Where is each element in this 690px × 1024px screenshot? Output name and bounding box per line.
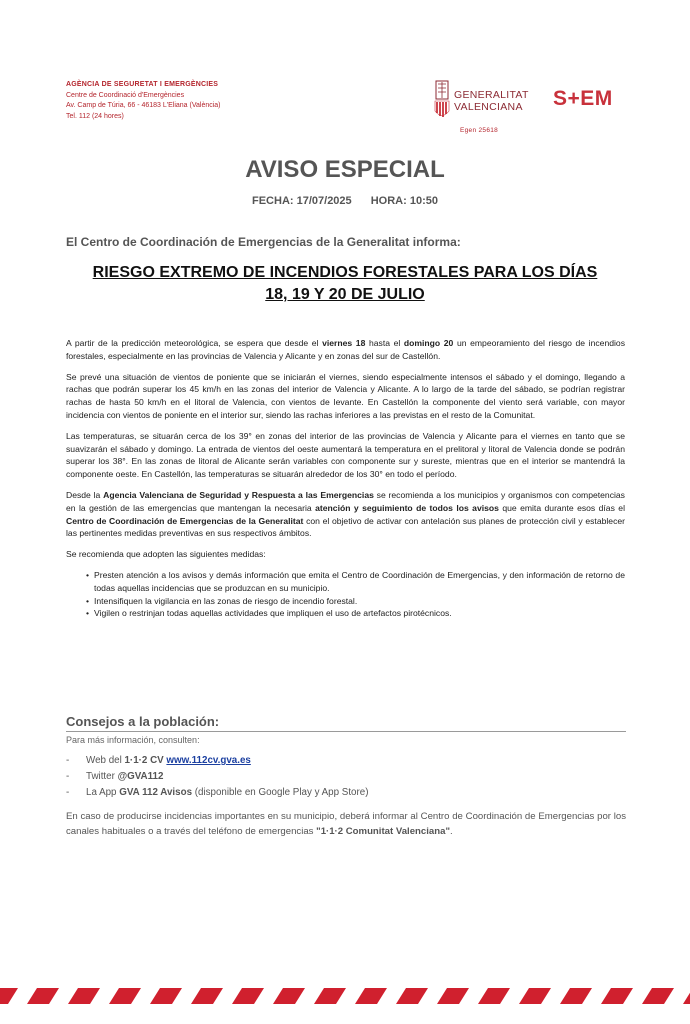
- final-paragraph: En caso de producirse incidencias importantes en su municipio, deberá informar al Centro de Coordinación de Emergencias por los canales habituales o a través del teléfono de emergencias "1·1·2 Comunitat Valenciana".: [66, 811, 626, 837]
- measures-list: [66, 569, 625, 620]
- crest-icon: [433, 80, 451, 120]
- twitter-handle: @GVA112: [117, 771, 164, 782]
- web-link[interactable]: www.112cv.gva.es: [166, 755, 251, 766]
- agency-name: AGÈNCIA DE SEGURETAT I EMERGÈNCIES: [66, 81, 219, 88]
- center-name: Centre de Coordinació d'Emergències: [66, 91, 185, 99]
- page-title: AVISO ESPECIAL: [245, 156, 445, 183]
- address: Av. Camp de Túria, 66 - 46183 L'Eliana (València): [66, 102, 221, 109]
- body-text: [66, 337, 625, 620]
- list-item-twitter: - Twitter @GVA112: [66, 769, 626, 785]
- consejos-section: [66, 714, 626, 839]
- list-item: • Vigilen o restrinjan todas aquellas actividades que impliquen el uso de artefactos pirotécnicos.: [86, 607, 625, 620]
- consejos-heading: Consejos a la población:: [66, 714, 626, 732]
- headline: [0, 262, 690, 306]
- footer-stripes: [0, 988, 690, 1004]
- list-item: • Intensifiquen la vigilancia en las zonas de riesgo de incendio forestal.: [86, 595, 625, 608]
- date: FECHA: 17/07/2025: [252, 195, 352, 207]
- list-item-app: - La App GVA 112 Avisos (disponible en Google Play y App Store): [66, 785, 626, 801]
- agency-header: [66, 80, 221, 122]
- time: HORA: 10:50: [370, 195, 438, 207]
- generalitat-name: GENERALITAT VALENCIANA: [454, 89, 529, 113]
- info-sources-list: [66, 753, 626, 801]
- paragraph-recommendation: Desde la Agencia Valenciana de Seguridad y Respuesta a las Emergencias se recomienda a los municipios y organismos con competencias en la gestión de las emergencias que mantengan la necesaria atención y seguimiento de todos los avisos que emita durante esos días el Centro de Coordinación de Emergencias de la Generalitat con el objetivo de activar con antelación sus planes de protección civil y establecer las pertinentes medidas preventivas en sus respectivos ámbitos.: [66, 489, 626, 539]
- headline-line2: 18, 19 Y 20 DE JULIO: [265, 286, 425, 303]
- phone: Tel. 112 (24 hores): [66, 112, 124, 120]
- date-time: [0, 195, 690, 207]
- egen-number: Egen 25618: [460, 127, 499, 134]
- list-item-web: - Web del 1·1·2 CV www.112cv.gva.es: [66, 753, 626, 769]
- sem-logo: S+EM: [553, 87, 613, 110]
- paragraph-forecast: A partir de la predicción meteorológica, se espera que desde el viernes 18 hasta el domingo 20 un empeoramiento del riesgo de incendios forestales, especialmente en las provincias de Valencia y Alicante y en zonas del sur de Castellón.: [66, 338, 625, 361]
- paragraph-measures-intro: Se recomienda que adopten las siguientes medidas:: [66, 549, 266, 560]
- generalitat-logo: [433, 80, 538, 124]
- informa-line: El Centro de Coordinación de Emergencias de la Generalitat informa:: [66, 235, 461, 249]
- list-item: • Presten atención a los avisos y demás información que emita el Centro de Coordinación de Emergencias, y den información de retorno de todas aquellas incidencias que se produzcan en su municipio.: [86, 569, 625, 595]
- paragraph-temperatures: Las temperaturas, se situarán cerca de los 39° en zonas del interior de las provincias de Valencia y Alicante para el viernes en tanto que se suavizarán el sábado y domingo. La entrada de vientos del oeste aumentará la temperatura en el prelitoral y litoral de Valencia donde se podrán superar los 38°. En las zonas de litoral de Alicante serán variables con componente sur y sureste, mientras que en el interior se mantendrá la componente oeste. En Castellón, las temperaturas se situarán alrededor de los 30° en todo el período.: [66, 430, 625, 480]
- headline-line1: RIESGO EXTREMO DE INCENDIOS FORESTALES PARA LOS DÍAS: [92, 264, 598, 281]
- consejos-intro: Para más información, consulten:: [66, 735, 200, 745]
- paragraph-winds: Se prevé una situación de vientos de poniente que se iniciarán el viernes, siendo especialmente intensos el sábado y el domingo, llegando a rachas que podrán superar los 45 km/h en las zonas del interior de Valencia y Alicante. A lo largo de la tarde del sábado, se podrían registrar rachas de hasta 50 km/h en el litoral de Valencia, con vientos de levante. En Castellón la componente del viento será variable, con mayor incidencia con vientos de poniente en el interior sur, siendo las rachas inferiores a las previstas en el resto de la Comunitat.: [66, 371, 625, 420]
